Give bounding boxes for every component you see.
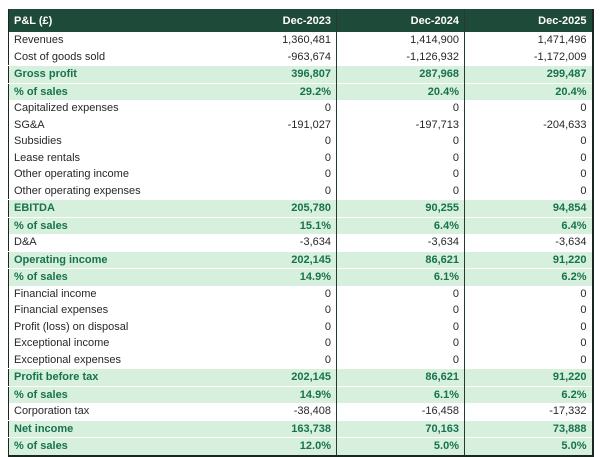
cell-dec-2025: 0 — [465, 150, 593, 167]
cell-dec-2023: 0 — [211, 302, 337, 319]
cell-dec-2025: 91,220 — [465, 369, 593, 387]
cell-dec-2023: 29.2% — [211, 83, 337, 100]
cell-dec-2024: 0 — [337, 319, 465, 336]
cell-dec-2024: 0 — [337, 302, 465, 319]
cell-dec-2023: 202,145 — [211, 369, 337, 387]
cell-dec-2024: 86,621 — [337, 251, 465, 269]
row-label: Subsidies — [9, 133, 211, 150]
row-label: % of sales — [9, 217, 211, 234]
cell-dec-2025: -3,634 — [465, 234, 593, 251]
row-label: Profit before tax — [9, 369, 211, 387]
cell-dec-2025: 0 — [465, 100, 593, 117]
cell-dec-2023: 1,360,481 — [211, 32, 337, 49]
row-label: Cost of goods sold — [9, 49, 211, 66]
cell-dec-2024: 0 — [337, 183, 465, 200]
cell-dec-2025: 299,487 — [465, 66, 593, 84]
cell-dec-2025: 0 — [465, 166, 593, 183]
cell-dec-2025: 6.2% — [465, 269, 593, 286]
table-row — [9, 438, 593, 456]
cell-dec-2025: 0 — [465, 286, 593, 303]
row-label: Profit (loss) on disposal — [9, 319, 211, 336]
table-row — [9, 269, 593, 286]
cell-dec-2023: 202,145 — [211, 251, 337, 269]
table-row — [9, 234, 593, 251]
row-label: % of sales — [9, 83, 211, 100]
table-row — [9, 302, 593, 319]
row-label: % of sales — [9, 269, 211, 286]
cell-dec-2024: 6.4% — [337, 217, 465, 234]
cell-dec-2023: 15.1% — [211, 217, 337, 234]
table-row — [9, 369, 593, 387]
row-label: Net income — [9, 420, 211, 438]
cell-dec-2024: 287,968 — [337, 66, 465, 84]
cell-dec-2024: 20.4% — [337, 83, 465, 100]
cell-dec-2023: 163,738 — [211, 420, 337, 438]
cell-dec-2025: -204,633 — [465, 117, 593, 134]
cell-dec-2024: 6.1% — [337, 269, 465, 286]
cell-dec-2023: 0 — [211, 319, 337, 336]
cell-dec-2025: 73,888 — [465, 420, 593, 438]
table-row — [9, 183, 593, 200]
cell-dec-2023: -38,408 — [211, 403, 337, 420]
table-row — [9, 403, 593, 420]
cell-dec-2024: 0 — [337, 150, 465, 167]
cell-dec-2025: 5.0% — [465, 438, 593, 456]
cell-dec-2024: 6.1% — [337, 386, 465, 403]
cell-dec-2024: 5.0% — [337, 438, 465, 456]
cell-dec-2024: 0 — [337, 352, 465, 369]
table-header — [9, 9, 593, 32]
table-row — [9, 49, 593, 66]
cell-dec-2023: 0 — [211, 133, 337, 150]
cell-dec-2024: 0 — [337, 166, 465, 183]
cell-dec-2023: 14.9% — [211, 269, 337, 286]
row-label: Financial income — [9, 286, 211, 303]
table-row — [9, 200, 593, 218]
table-title: P&L (£) — [9, 9, 211, 32]
cell-dec-2023: 0 — [211, 335, 337, 352]
cell-dec-2024: 0 — [337, 335, 465, 352]
table-row — [9, 352, 593, 369]
cell-dec-2024: 90,255 — [337, 200, 465, 218]
table-row — [9, 83, 593, 100]
cell-dec-2025: 6.2% — [465, 386, 593, 403]
row-label: Lease rentals — [9, 150, 211, 167]
cell-dec-2025: 0 — [465, 133, 593, 150]
cell-dec-2024: -16,458 — [337, 403, 465, 420]
table-row — [9, 117, 593, 134]
cell-dec-2023: -3,634 — [211, 234, 337, 251]
cell-dec-2025: 6.4% — [465, 217, 593, 234]
pnl-table — [8, 9, 594, 457]
table-row — [9, 251, 593, 269]
cell-dec-2023: 0 — [211, 100, 337, 117]
column-header-dec-2024: Dec-2024 — [337, 9, 465, 32]
row-label: Financial expenses — [9, 302, 211, 319]
row-label: SG&A — [9, 117, 211, 134]
cell-dec-2025: 0 — [465, 302, 593, 319]
row-label: Exceptional income — [9, 335, 211, 352]
cell-dec-2024: -3,634 — [337, 234, 465, 251]
table-row — [9, 166, 593, 183]
table-row — [9, 133, 593, 150]
cell-dec-2023: 12.0% — [211, 438, 337, 456]
table-row — [9, 32, 593, 49]
cell-dec-2023: -191,027 — [211, 117, 337, 134]
cell-dec-2025: 1,471,496 — [465, 32, 593, 49]
row-label: Other operating income — [9, 166, 211, 183]
table-row — [9, 66, 593, 84]
row-label: Exceptional expenses — [9, 352, 211, 369]
cell-dec-2025: -17,332 — [465, 403, 593, 420]
row-label: % of sales — [9, 438, 211, 456]
cell-dec-2025: 94,854 — [465, 200, 593, 218]
cell-dec-2024: 0 — [337, 286, 465, 303]
cell-dec-2023: 14.9% — [211, 386, 337, 403]
cell-dec-2025: 0 — [465, 183, 593, 200]
row-label: % of sales — [9, 386, 211, 403]
cell-dec-2023: 205,780 — [211, 200, 337, 218]
row-label: Capitalized expenses — [9, 100, 211, 117]
cell-dec-2024: 1,414,900 — [337, 32, 465, 49]
cell-dec-2025: 91,220 — [465, 251, 593, 269]
cell-dec-2023: -963,674 — [211, 49, 337, 66]
row-label: Revenues — [9, 32, 211, 49]
table-row — [9, 420, 593, 438]
cell-dec-2023: 0 — [211, 286, 337, 303]
cell-dec-2024: 0 — [337, 133, 465, 150]
column-header-dec-2025: Dec-2025 — [465, 9, 593, 32]
cell-dec-2025: 20.4% — [465, 83, 593, 100]
cell-dec-2025: 0 — [465, 335, 593, 352]
cell-dec-2024: 86,621 — [337, 369, 465, 387]
table-row — [9, 386, 593, 403]
table-row — [9, 217, 593, 234]
row-label: Gross profit — [9, 66, 211, 84]
pnl-statement-table-container — [8, 9, 594, 457]
header-row — [9, 9, 593, 32]
cell-dec-2024: 70,163 — [337, 420, 465, 438]
cell-dec-2025: 0 — [465, 319, 593, 336]
row-label: Operating income — [9, 251, 211, 269]
row-label: Corporation tax — [9, 403, 211, 420]
cell-dec-2024: -1,126,932 — [337, 49, 465, 66]
cell-dec-2024: 0 — [337, 100, 465, 117]
cell-dec-2023: 0 — [211, 150, 337, 167]
cell-dec-2023: 0 — [211, 183, 337, 200]
cell-dec-2025: -1,172,009 — [465, 49, 593, 66]
cell-dec-2023: 0 — [211, 166, 337, 183]
table-row — [9, 319, 593, 336]
table-row — [9, 100, 593, 117]
cell-dec-2025: 0 — [465, 352, 593, 369]
table-body — [9, 32, 593, 456]
table-row — [9, 150, 593, 167]
row-label: D&A — [9, 234, 211, 251]
cell-dec-2024: -197,713 — [337, 117, 465, 134]
column-header-dec-2023: Dec-2023 — [211, 9, 337, 32]
row-label: EBITDA — [9, 200, 211, 218]
row-label: Other operating expenses — [9, 183, 211, 200]
table-row — [9, 335, 593, 352]
table-row — [9, 286, 593, 303]
cell-dec-2023: 396,807 — [211, 66, 337, 84]
cell-dec-2023: 0 — [211, 352, 337, 369]
